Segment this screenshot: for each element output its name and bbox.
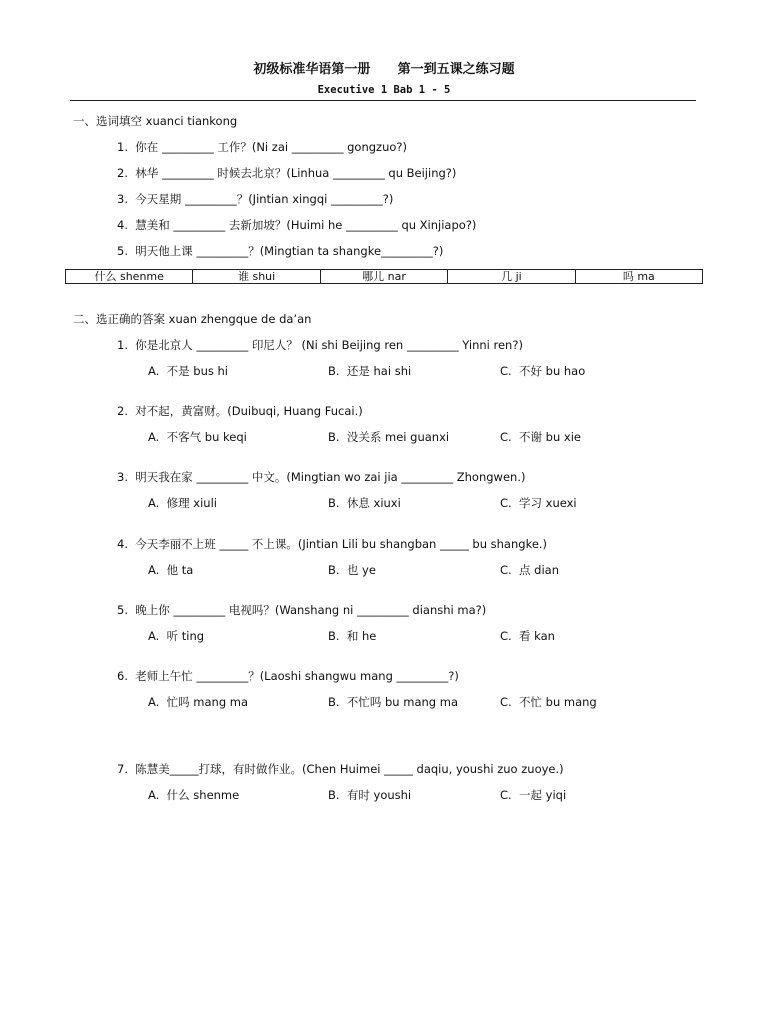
section1-heading: 一、选词填空 xuanci tiankong — [73, 114, 238, 128]
question-7-option-a: A. 什么 shenme — [148, 788, 240, 802]
word-bank-cell: 哪儿 nar — [321, 270, 448, 283]
question-5-option-b: B. 和 he — [328, 629, 377, 643]
word-bank-cell: 吗 ma — [622, 270, 655, 283]
question-3-stem: 3. 明天我在家 _________ 中文。(Mingtian wo zai jia _________ Zhongwen.) — [117, 470, 526, 484]
question-3-option-b: B. 休息 xiuxi — [328, 496, 401, 510]
question-4-stem: 4. 今天李丽不上班 _____ 不上课。(Jintian Lili bu shangban _____ bu shangke.) — [117, 537, 548, 551]
question-1-option-b: B. 还是 hai shi — [328, 364, 412, 378]
question-2-option-a: A. 不客气 bu keqi — [148, 430, 247, 444]
question-5-option-c: C. 看 kan — [500, 629, 555, 643]
section2-heading: 二、选正确的答案 xuan zhengque de da’an — [73, 312, 312, 326]
question-7-option-b: B. 有时 youshi — [328, 788, 412, 802]
question-6-stem: 6. 老师上午忙 _________？(Laoshi shangwu mang _________?) — [117, 669, 459, 683]
question-4-option-b: B. 也 ye — [328, 563, 376, 577]
question-3-option-a: A. 修理 xiuli — [148, 496, 217, 510]
word-bank-cell: 什么 shenme — [66, 270, 193, 283]
fill-item-4: 4. 慧美和 _________ 去新加坡？(Huimi he _________ qu Xinjiapo?) — [117, 218, 477, 232]
header-divider — [70, 100, 696, 101]
question-1-stem: 1. 你是北京人 _________ 印尼人？ (Ni shi Beijing ren _________ Yinni ren?) — [117, 338, 523, 352]
question-7-stem: 7. 陈慧美_____打球，有时做作业。(Chen Huimei _____ daqiu, youshi zuo zuoye.) — [117, 762, 564, 776]
question-4-option-c: C. 点 dian — [500, 563, 559, 577]
page-title: 初级标准华语第一册 第一到五课之练习题 — [253, 62, 515, 77]
question-7-option-c: C. 一起 yiqi — [500, 788, 567, 802]
question-2-option-b: B. 没关系 mei guanxi — [328, 430, 450, 444]
question-6-option-a: A. 忙吗 mang ma — [148, 695, 249, 709]
word-bank-cell: 谁 shui — [193, 270, 320, 283]
fill-item-2: 2. 林华 _________ 时候去北京？(Linhua _________ qu Beijing?) — [117, 166, 457, 180]
question-2-option-c: C. 不谢 bu xie — [500, 430, 581, 444]
word-bank-table — [65, 269, 703, 284]
question-1-option-c: C. 不好 bu hao — [500, 364, 586, 378]
question-3-option-c: C. 学习 xuexi — [500, 496, 577, 510]
question-5-stem: 5. 晚上你 _________ 电视吗？(Wanshang ni _________ dianshi ma?) — [117, 603, 487, 617]
question-6-option-b: B. 不忙吗 bu mang ma — [328, 695, 458, 709]
question-1-option-a: A. 不是 bus hi — [148, 364, 229, 378]
question-5-option-a: A. 听 ting — [148, 629, 205, 643]
fill-item-5: 5. 明天他上课 _________？(Mingtian ta shangke_________?) — [117, 244, 444, 258]
page-subtitle: Executive 1 Bab 1 - 5 — [317, 84, 451, 96]
question-2-stem: 2. 对不起，黄富财。(Duibuqi, Huang Fucai.) — [117, 404, 363, 418]
fill-item-1: 1. 你在 _________ 工作？(Ni zai _________ gongzuo?) — [117, 140, 407, 154]
word-bank-cell: 几 ji — [448, 270, 575, 283]
question-6-option-c: C. 不忙 bu mang — [500, 695, 597, 709]
fill-item-3: 3. 今天星期 _________？(Jintian xingqi _________?) — [117, 192, 394, 206]
question-4-option-a: A. 他 ta — [148, 563, 194, 577]
